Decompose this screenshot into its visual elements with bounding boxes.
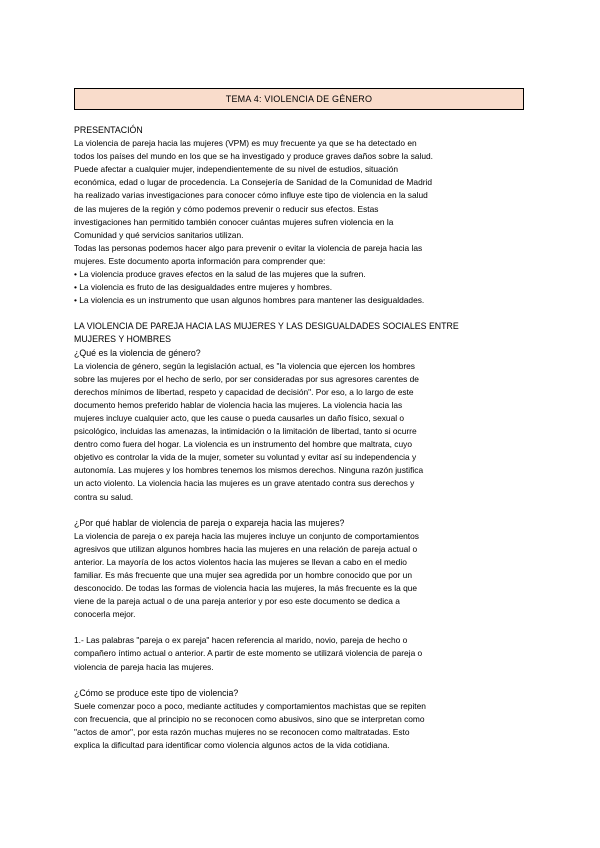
text-line: compañero íntimo actual o anterior. A partir de este momento se utilizará violencia de pareja o (74, 648, 423, 659)
paragraph-lines (74, 137, 524, 307)
section-violencia-desigualdades (74, 320, 524, 503)
text-line: anterior. La mayoría de los actos violentos hacia las mujeres se llevan a cabo en el medio (74, 556, 407, 567)
document-title: TEMA 4: VIOLENCIA DE GÉNERO (225, 94, 373, 104)
title-box (74, 88, 524, 110)
text-line: económica, edad o lugar de procedencia. La Consejería de Sanidad de la Comunidad de Madrid (74, 177, 433, 188)
text-line: documento hemos preferido hablar de violencia hacia las mujeres. La violencia hacia las (74, 399, 403, 410)
document-page (74, 88, 524, 752)
text-line: Comunidad y qué servicios sanitarios utilizan. (74, 229, 244, 240)
text-line: La violencia de pareja o ex pareja hacia las mujeres incluye un conjunto de comportamientos (74, 530, 419, 541)
text-line: La violencia de género, según la legislación actual, es "la violencia que ejercen los hombres (74, 360, 415, 371)
bullet-item: • La violencia es fruto de las desigualdades entre mujeres y hombres. (74, 282, 333, 293)
text-line: psicológico, incluidas las amenazas, la intimidación o la limitación de libertad, tanto si ocurre (74, 426, 417, 437)
text-line: dentro como fuera del hogar. La violencia es un instrumento del hombre que maltrata, cuyo (74, 439, 412, 450)
footnote (74, 634, 524, 673)
subheading: ¿Cómo se produce este tipo de violencia? (74, 687, 239, 698)
text-line: Suele comenzar poco a poco, mediante actitudes y comportamientos machistas que se repiten (74, 700, 426, 711)
text-line: violencia de pareja hacia las mujeres. (74, 661, 214, 672)
subheading: ¿Qué es la violencia de género? (74, 347, 201, 358)
text-line: sobre las mujeres por el hecho de serlo, por ser consideradas por sus agresores carentes de (74, 373, 419, 384)
text-line: mujeres. Este documento aporta información para comprender que: (74, 255, 326, 266)
text-line: autonomía. Las mujeres y los hombres tenemos los mismos derechos. Ninguna razón justifica (74, 465, 424, 476)
section-heading: LA VIOLENCIA DE PAREJA HACIA LAS MUJERES Y LAS DESIGUALDADES SOCIALES ENTRE (74, 321, 459, 332)
text-line: desconocido. De todas las formas de violencia hacia las mujeres, la más frecuente es la que (74, 583, 418, 594)
text-line: La violencia de pareja hacia las mujeres (VPM) es muy frecuente ya que se ha detectado en (74, 138, 417, 149)
section-como-se-produce (74, 687, 524, 752)
text-line: explica la dificultad para identificar como violencia algunos actos de la vida cotidiana. (74, 740, 390, 751)
text-line: de las mujeres de la región y cómo podemos prevenir o reducir sus efectos. Estas (74, 203, 379, 214)
text-line: Puede afectar a cualquier mujer, independientemente de su nivel de estudios, situación (74, 164, 399, 175)
text-line: objetivo es controlar la vida de la mujer, someter su voluntad y evitar así su independencia y (74, 452, 417, 463)
text-line: contra su salud. (74, 491, 134, 502)
text-line: Todas las personas podemos hacer algo para prevenir o evitar la violencia de pareja hacia las (74, 242, 423, 253)
section-heading: MUJERES Y HOMBRES (74, 334, 171, 345)
text-line: conocerla mejor. (74, 609, 136, 620)
bullet-item: • La violencia produce graves efectos en la salud de las mujeres que la sufren. (74, 269, 366, 280)
text-line: "actos de amor", por esta razón muchas mujeres no se reconocen como maltratadas. Esto (74, 726, 410, 737)
text-line: viene de la pareja actual o de una pareja anterior y por eso este documento se dedica a (74, 596, 400, 607)
section-presentacion (74, 124, 524, 307)
text-line: un acto violento. La violencia hacia las mujeres es un grave atentado contra sus derechos y (74, 478, 415, 489)
text-line: investigaciones han permitido también conocer cuántas mujeres sufren violencia en la (74, 216, 394, 227)
section-por-que (74, 517, 524, 622)
text-line: agresivos que utilizan algunos hombres hacia las mujeres en una relación de pareja actual o (74, 543, 418, 554)
text-line: 1.- Las palabras "pareja o ex pareja" hacen referencia al marido, novio, pareja de hecho o (74, 635, 408, 646)
text-line: derechos mínimos de libertad, respeto y capacidad de decisión". Por eso, a lo largo de este (74, 386, 414, 397)
bullet-item: • La violencia es un instrumento que usan algunos hombres para mantener las desigualdades. (74, 295, 425, 306)
text-line: todos los países del mundo en los que se ha investigado y produce graves daños sobre la salud. (74, 151, 433, 162)
text-line: ha realizado varias investigaciones para conocer cómo influye este tipo de violencia en la salud (74, 190, 428, 201)
text-line: mujeres incluye cualquier acto, que les cause o pueda causarles un daño físico, sexual o (74, 412, 405, 423)
text-line: con frecuencia, que al principio no se reconocen como abusivos, sino que se interpretan como (74, 713, 425, 724)
text-line: familiar. Es más frecuente que una mujer sea agredida por un hombre conocido que por un (74, 570, 412, 580)
subheading: ¿Por qué hablar de violencia de pareja o expareja hacia las mujeres? (74, 517, 345, 528)
section-heading: PRESENTACIÓN (74, 125, 143, 135)
